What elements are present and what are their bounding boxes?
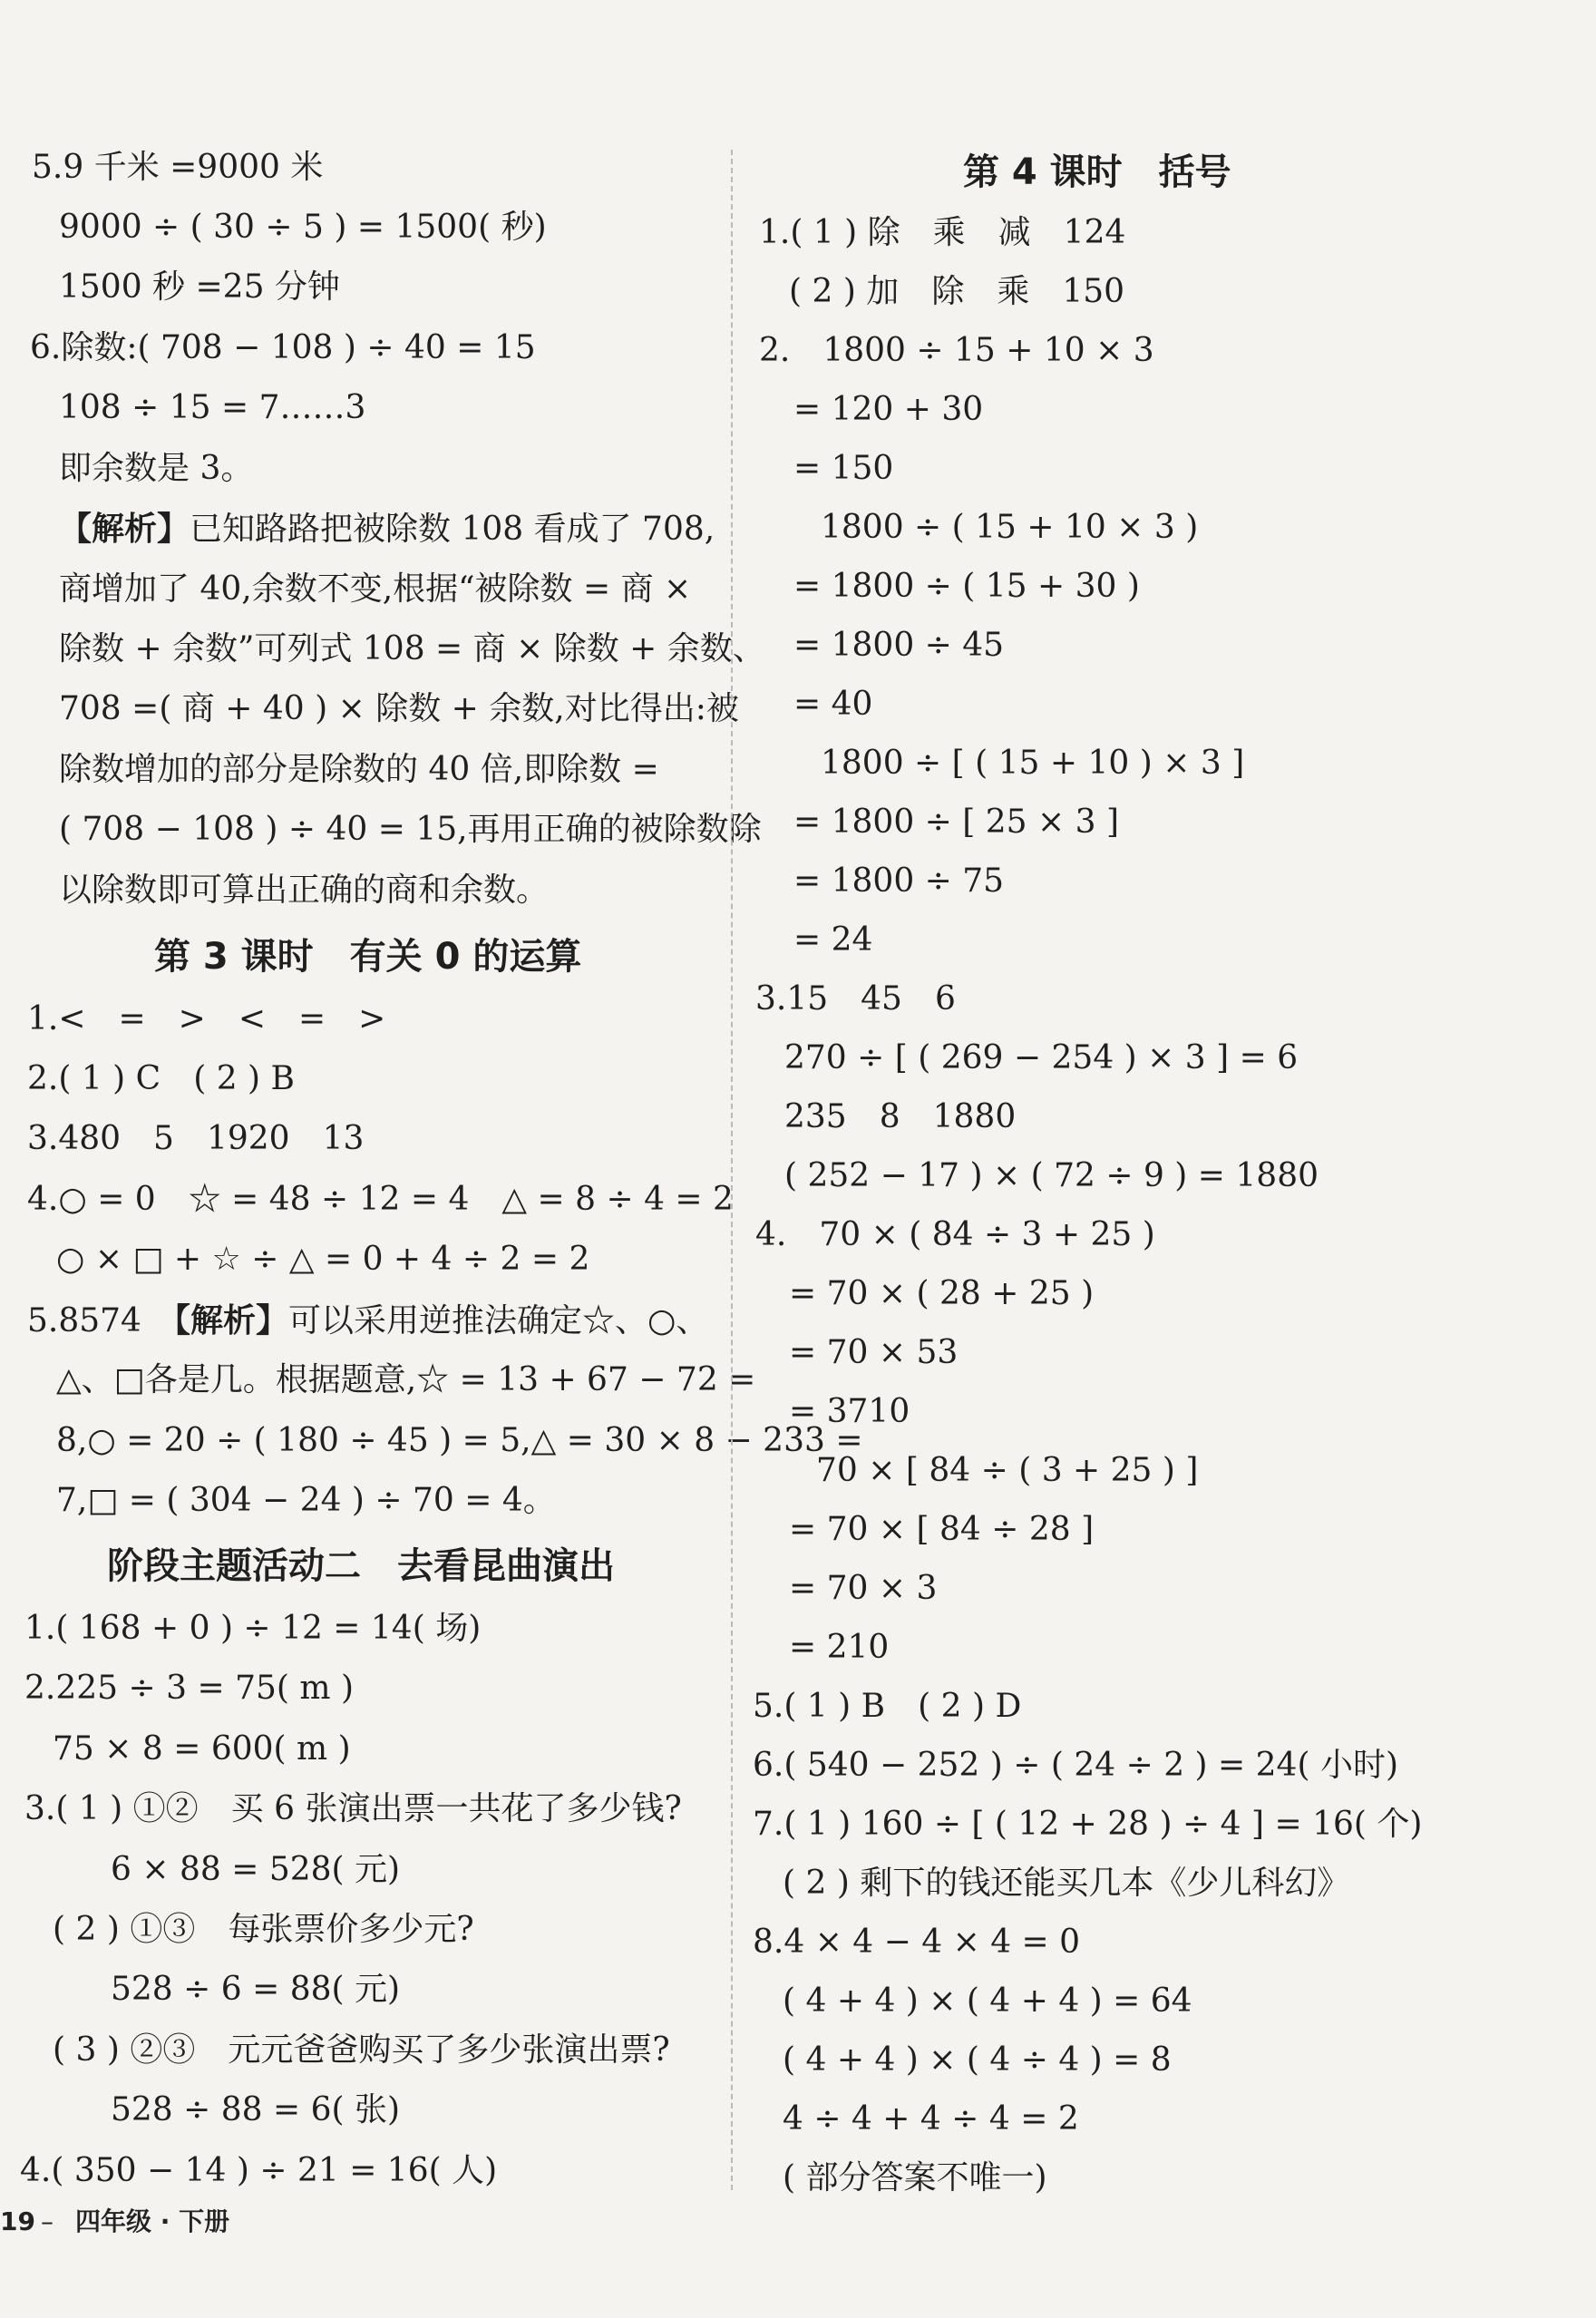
section-heading: 第 3 课时 有关 0 的运算 (154, 936, 582, 978)
answer-line: ( 2 ) 加 除 乘 150 (789, 273, 1125, 310)
answer-line: 1500 秒 =25 分钟 (59, 268, 340, 306)
answer-line: 2.225 ÷ 3 = 75( m ) (24, 1670, 354, 1707)
answer-line: = 1800 ÷ 45 (793, 627, 1005, 664)
answer-line: ( 4 + 4 ) × ( 4 + 4 ) = 64 (783, 1982, 1192, 2020)
answer-line: 4.○ = 0 ☆ = 48 ÷ 12 = 4 △ = 8 ÷ 4 = 2 (27, 1181, 734, 1218)
answer-line: = 70 × [ 84 ÷ 28 ] (789, 1511, 1095, 1548)
answer-line: ( 3 ) ②③ 元元爸爸购买了多少张演出票? (53, 2031, 670, 2069)
answer-line: ( 2 ) 剩下的钱还能买几本《少儿科幻》 (783, 1865, 1350, 1902)
answer-line: 2. 1800 ÷ 15 + 10 × 3 (759, 332, 1154, 369)
analysis-tag: 【解析】 (59, 510, 190, 548)
analysis-line: 【解析】已知路路把被除数 108 看成了 708, (59, 510, 715, 548)
answer-line: 2.( 1 ) C ( 2 ) B (27, 1060, 295, 1097)
answer-line: = 1800 ÷ 75 (793, 862, 1005, 900)
answer-line: = 70 × 53 (789, 1334, 959, 1371)
answer-line: 528 ÷ 6 = 88( 元) (111, 1971, 401, 2008)
answer-line: 108 ÷ 15 = 7……3 (59, 389, 366, 426)
analysis-line: 以除数即可算出正确的商和余数。 (59, 872, 550, 909)
answer-line: = 24 (793, 921, 873, 959)
footer-dash: – (40, 2206, 54, 2236)
answer-line: 4.( 350 − 14 ) ÷ 21 = 16( 人) (20, 2152, 498, 2189)
answer-line: ( 2 ) ①③ 每张票价多少元? (53, 1911, 474, 1948)
answer-line: = 70 × ( 28 + 25 ) (789, 1275, 1095, 1312)
answer-line: 6 × 88 = 528( 元) (111, 1851, 401, 1888)
answer-line: 5.( 1 ) B ( 2 ) D (753, 1688, 1022, 1725)
answer-line: 1800 ÷ [ ( 15 + 10 ) × 3 ] (821, 745, 1245, 782)
page-footer (0, 2204, 229, 2240)
answer-line: 3.480 5 1920 13 (27, 1120, 365, 1157)
answer-line: = 3710 (789, 1393, 910, 1430)
analysis-line: 708 =( 商 + 40 ) × 除数 + 余数,对比得出:被 (59, 690, 739, 727)
answer-line: 1.( 168 + 0 ) ÷ 12 = 14( 场) (24, 1610, 482, 1647)
answer-line: 270 ÷ [ ( 269 − 254 ) × 3 ] = 6 (784, 1039, 1299, 1076)
answer-line: 9000 ÷ ( 30 ÷ 5 ) = 1500( 秒) (59, 209, 547, 246)
answer-line: 528 ÷ 88 = 6( 张) (111, 2091, 401, 2128)
answer-line: 8.4 × 4 − 4 × 4 = 0 (753, 1924, 1081, 1961)
answer-line: = 1800 ÷ [ 25 × 3 ] (793, 804, 1120, 841)
answer-line: 7.( 1 ) 160 ÷ [ ( 12 + 28 ) ÷ 4 ] = 16( 个) (753, 1806, 1423, 1843)
answer-line: 75 × 8 = 600( m ) (53, 1730, 351, 1768)
answer-line: 4. 70 × ( 84 ÷ 3 + 25 ) (755, 1216, 1155, 1253)
grade-label: 四年级 · 下册 (74, 2206, 230, 2236)
analysis-line: 8,○ = 20 ÷ ( 180 ÷ 45 ) = 5,△ = 30 × 8 − 233 = (56, 1422, 863, 1459)
answer-line: ( 4 + 4 ) × ( 4 ÷ 4 ) = 8 (783, 2041, 1172, 2079)
section-heading: 第 4 课时 括号 (963, 151, 1231, 193)
column-divider (731, 150, 733, 2190)
answer-line: 6.除数:( 708 − 108 ) ÷ 40 = 15 (30, 329, 536, 366)
answer-line: = 40 (793, 686, 873, 723)
answer-line: = 1800 ÷ ( 15 + 30 ) (793, 568, 1140, 605)
answer-line: 即余数是 3。 (59, 450, 254, 487)
answer-line: ○ × □ + ☆ ÷ △ = 0 + 4 ÷ 2 = 2 (56, 1241, 590, 1278)
answer-line: 3.15 45 6 (755, 980, 956, 1018)
analysis-line: 商增加了 40,余数不变,根据“被除数 = 商 × (59, 570, 692, 608)
answer-line: = 120 + 30 (793, 391, 984, 428)
analysis-line: ( 708 − 108 ) ÷ 40 = 15,再用正确的被除数除 (59, 811, 762, 848)
answer-line: = 150 (793, 450, 894, 487)
analysis-tag: 【解析】 (173, 1301, 288, 1339)
answer-line: 1.( 1 ) 除 乘 减 124 (759, 214, 1126, 251)
answer-line: 6.( 540 − 252 ) ÷ ( 24 ÷ 2 ) = 24( 小时) (753, 1747, 1398, 1784)
answer-line: 5.9 千米 =9000 米 (32, 149, 324, 186)
answer-line: ( 部分答案不唯一) (783, 2159, 1047, 2196)
answer-line: = 70 × 3 (789, 1570, 938, 1607)
page-number: 19 (0, 2206, 35, 2236)
answer-line: 4 ÷ 4 + 4 ÷ 4 = 2 (783, 2100, 1079, 2138)
answer-line: 5.8574 【解析】可以采用逆推法确定☆、○、 (27, 1301, 709, 1339)
answer-line: 1800 ÷ ( 15 + 10 × 3 ) (821, 509, 1199, 546)
analysis-line: △、□各是几。根据题意,☆ = 13 + 67 − 72 = (56, 1361, 756, 1398)
answer-line: 235 8 1880 (784, 1098, 1017, 1135)
answer-line: 70 × [ 84 ÷ ( 3 + 25 ) ] (816, 1452, 1199, 1489)
section-heading: 阶段主题活动二 去看昆曲演出 (107, 1545, 615, 1587)
right-column (739, 0, 1596, 2204)
answer-line: 3.( 1 ) ①② 买 6 张演出票一共花了多少钱? (24, 1790, 682, 1827)
analysis-line: 除数增加的部分是除数的 40 倍,即除数 = (59, 751, 659, 788)
answer-line: 1.< = > < = > (27, 1000, 386, 1037)
answer-line: ( 252 − 17 ) × ( 72 ÷ 9 ) = 1880 (784, 1157, 1319, 1194)
analysis-line: 7,□ = ( 304 − 24 ) ÷ 70 = 4。 (56, 1482, 556, 1519)
answer-line: = 210 (789, 1629, 890, 1666)
analysis-line: 除数 + 余数”可列式 108 = 商 × 除数 + 余数、 (59, 630, 765, 667)
